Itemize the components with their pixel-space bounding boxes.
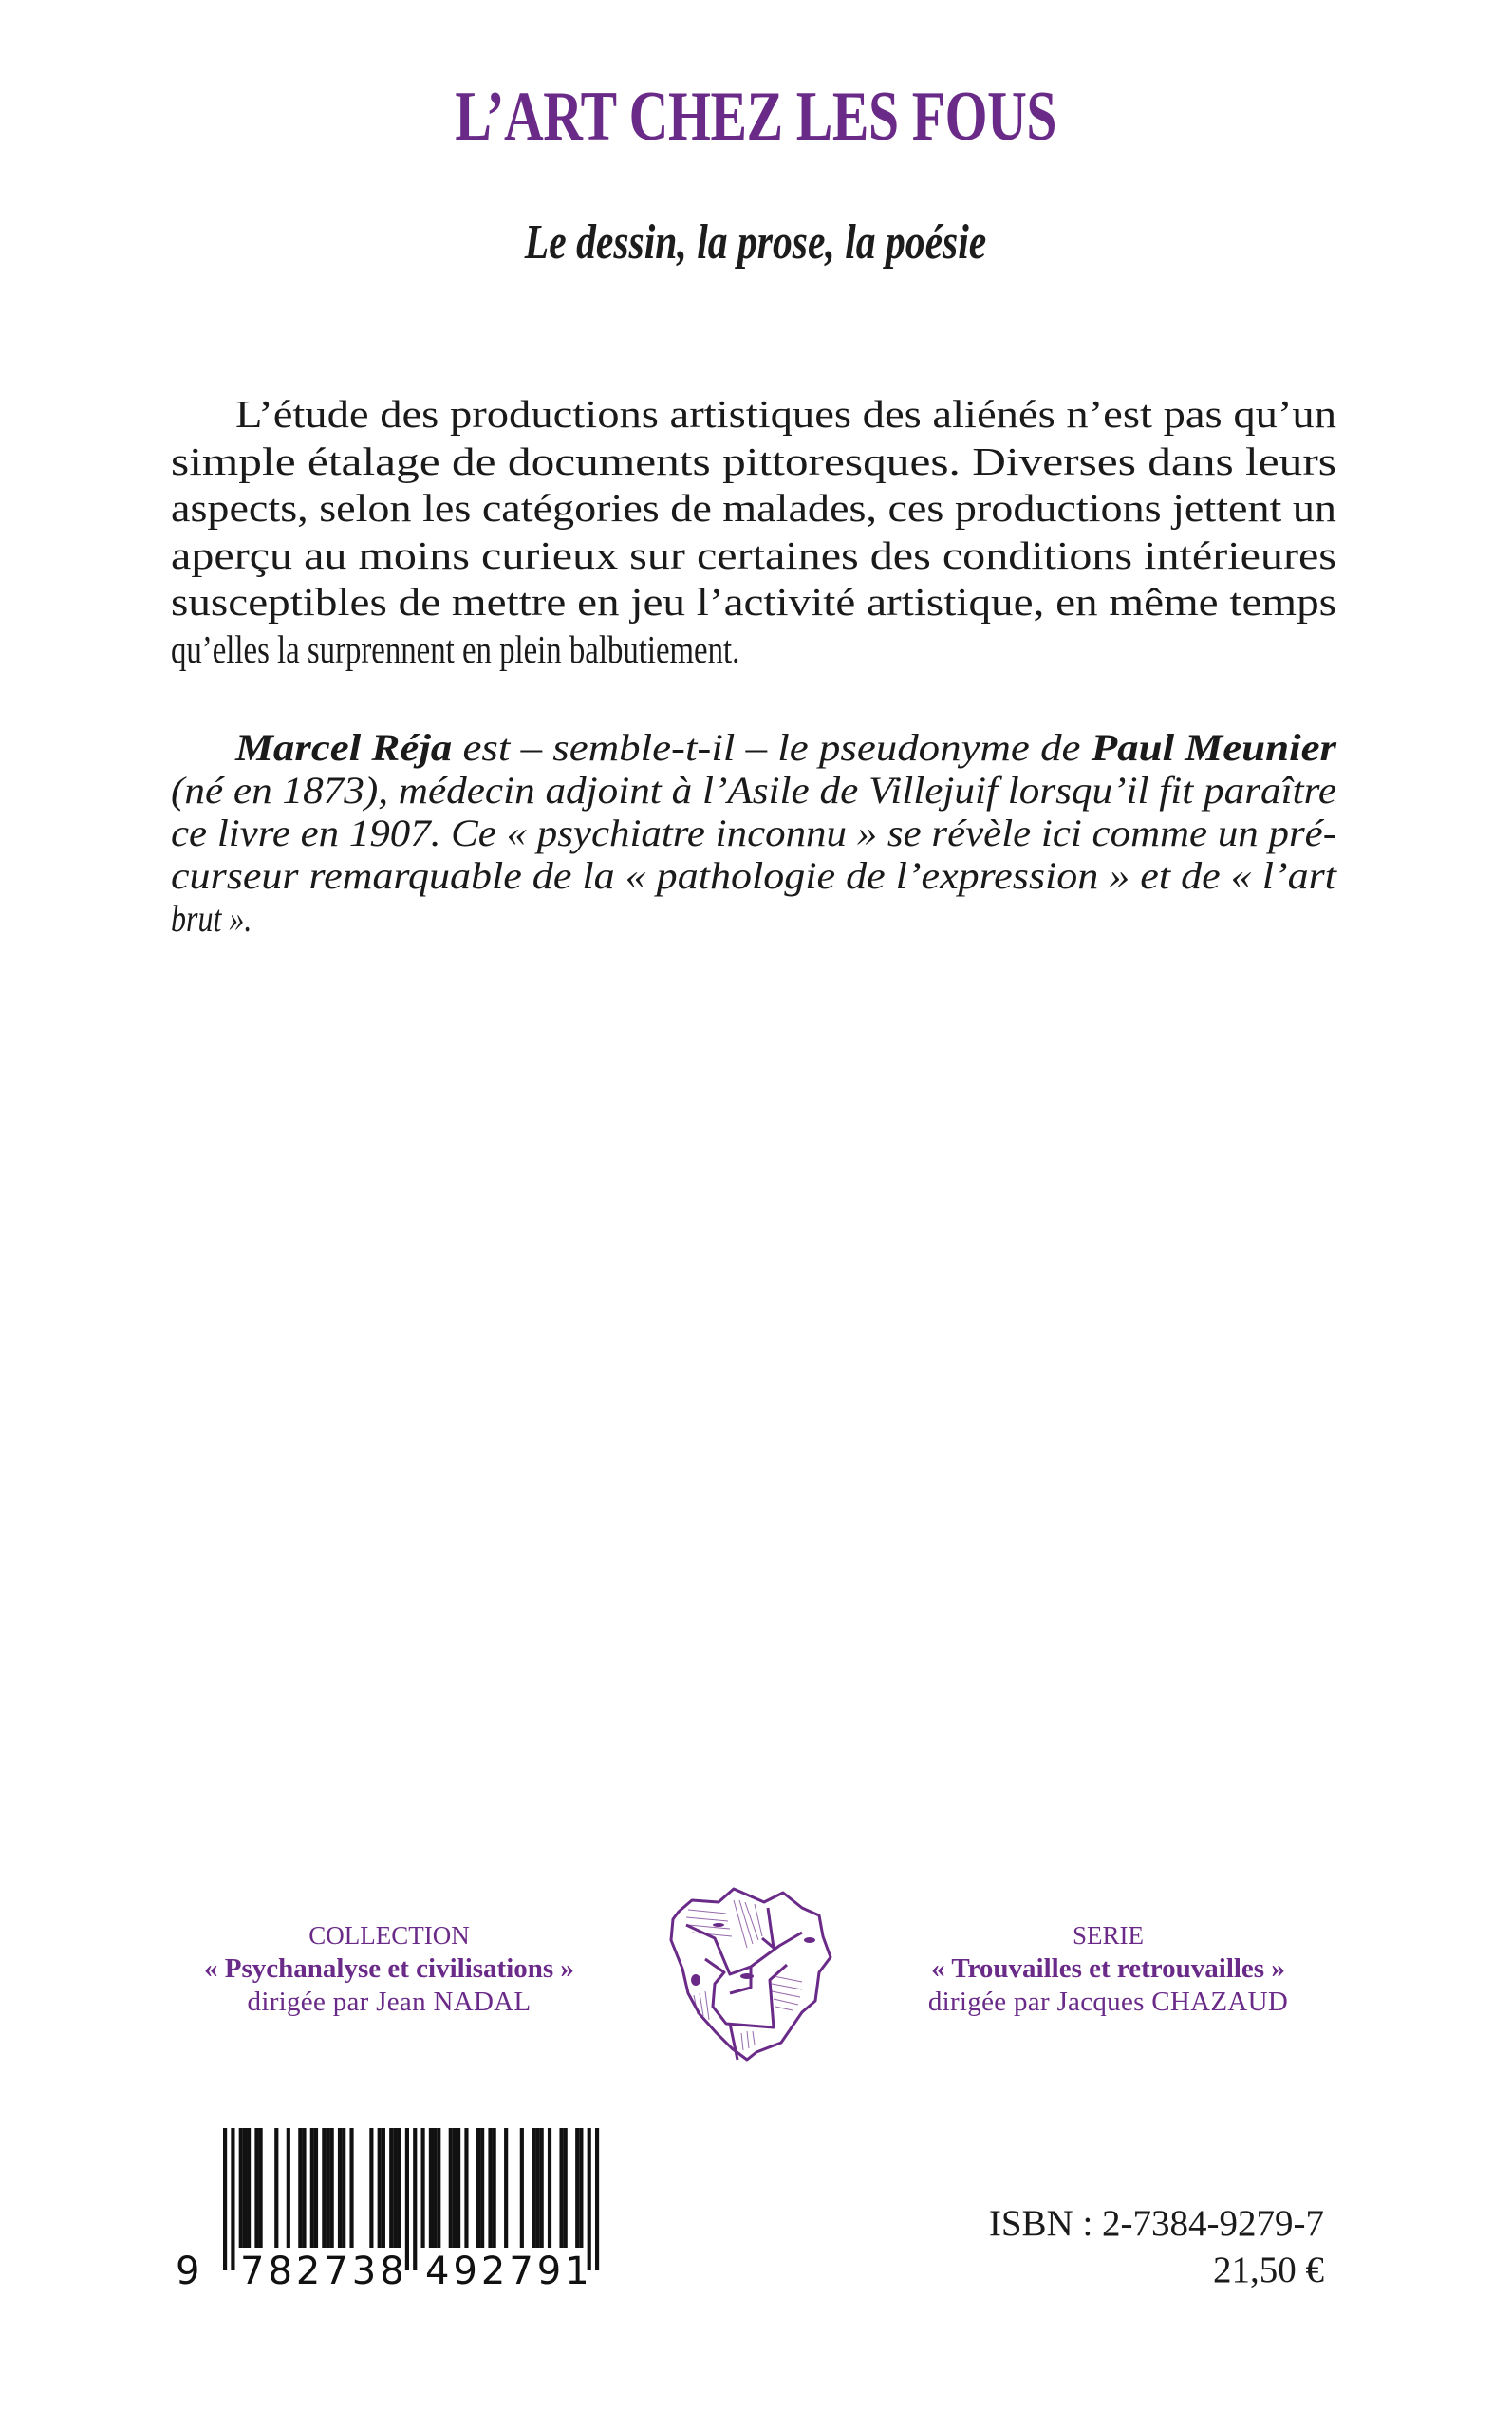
isbn-price-block — [989, 2200, 1324, 2293]
barcode-bar — [326, 2128, 329, 2248]
barcode-bar — [540, 2128, 544, 2248]
blurb-line: aspects, selon les catégories de malades, ces productions jettent un — [171, 486, 1336, 530]
book-subtitle — [0, 216, 1512, 270]
barcode-bar — [480, 2128, 484, 2248]
barcode-bar — [548, 2128, 551, 2248]
barcode-bar — [349, 2128, 353, 2248]
barcode-bar — [595, 2128, 599, 2270]
barcode-bar — [449, 2128, 453, 2248]
author-line: curseur remarquable de la « pathologie de l’expression » et de « l’art — [171, 854, 1336, 897]
barcode-bar — [310, 2128, 314, 2248]
barcode-bar — [429, 2128, 433, 2248]
barcode-bar — [247, 2128, 251, 2248]
barcode-bar — [559, 2128, 563, 2248]
barcode-bar — [314, 2128, 318, 2248]
serie-director: dirigée par Jacques CHAZAUD — [927, 1987, 1289, 2017]
barcode-bar — [287, 2128, 290, 2248]
isbn-number: ISBN : 2-7384-9279-7 — [988, 2203, 1324, 2244]
barcode-bar — [223, 2128, 227, 2270]
price: 21,50 € — [1213, 2250, 1324, 2290]
author-line: Marcel Réja est – semble-t-il – le pseudonyme de Paul Meunier — [235, 726, 1336, 769]
barcode-bar — [239, 2128, 243, 2248]
barcode-bar — [243, 2128, 247, 2248]
barcode-bar — [254, 2128, 258, 2248]
barcode-bar — [564, 2128, 568, 2248]
barcode-bar — [322, 2128, 326, 2248]
barcode-bar — [298, 2128, 302, 2248]
barcode-bar — [433, 2128, 437, 2248]
barcode-bar — [464, 2128, 468, 2248]
barcode-bar — [274, 2128, 278, 2248]
blurb-line: qu’elles la surprennent en plein balbutiement. — [171, 626, 740, 671]
collection-block — [190, 1919, 588, 2019]
barcode-digits: 782738 — [240, 2250, 408, 2293]
blurb-line: susceptibles de mettre en jeu l’activité artistique, en même temps — [171, 580, 1336, 624]
barcode-bar — [532, 2128, 535, 2248]
author-line: (né en 1873), médecin adjoint à l’Asile de Villejuif lorsqu’il fit paraître — [171, 769, 1336, 812]
ean13-barcode — [174, 2126, 601, 2297]
barcode-bar — [231, 2128, 234, 2270]
author-name: Paul Meunier — [1091, 726, 1336, 769]
blurb-paragraph — [171, 391, 1336, 673]
barcode-bar — [575, 2128, 579, 2248]
barcode-bar — [579, 2128, 583, 2248]
barcode-bar — [330, 2128, 334, 2248]
barcode-bar — [382, 2128, 385, 2248]
book-subtitle-text: Le dessin, la prose, la poésie — [525, 215, 987, 270]
blurb-line: aperçu au moins curieux sur certaines des conditions intérieures — [171, 532, 1336, 577]
barcode-bar — [393, 2128, 397, 2248]
serie-name: « Trouvailles et retrouvailles » — [931, 1953, 1285, 1984]
book-title-text: L’ART CHEZ LES FOUS — [455, 78, 1057, 156]
barcode-bar — [457, 2128, 460, 2248]
author-line: ce livre en 1907. Ce « psychiatre inconnu » se révèle ici comme un pré- — [171, 812, 1336, 854]
barcode-bar — [338, 2128, 342, 2248]
serie-label: SERIE — [1072, 1921, 1144, 1950]
barcode-bar — [397, 2128, 401, 2248]
barcode-bar — [413, 2128, 417, 2270]
barcode-bar — [302, 2128, 306, 2248]
barcode-bar — [504, 2128, 508, 2248]
collection-name: « Psychanalyse et civilisations » — [204, 1953, 574, 1984]
collection-label: COLLECTION — [308, 1921, 470, 1950]
barcode-bar — [421, 2128, 425, 2248]
cubist-face-logo-icon — [660, 1881, 832, 2062]
barcode-bar — [378, 2128, 382, 2248]
barcode-digits: 492791 — [425, 2250, 593, 2293]
barcode-bar — [453, 2128, 457, 2248]
barcode-bar — [488, 2128, 492, 2248]
author-name: Marcel Réja — [235, 726, 453, 769]
barcode-bar — [493, 2128, 496, 2248]
barcode-bar — [476, 2128, 480, 2248]
barcode-bar — [369, 2128, 373, 2248]
blurb-line: simple étalage de documents pittoresques. Diverses dans leurs — [171, 439, 1336, 483]
barcode-bar — [389, 2128, 393, 2248]
barcode-bar — [520, 2128, 524, 2248]
serie-block — [906, 1919, 1310, 2019]
blurb-line: L’étude des productions artistiques des aliénés n’est pas qu’un — [235, 392, 1336, 436]
author-line: brut ». — [171, 897, 252, 940]
book-title — [0, 78, 1512, 156]
barcode-bar — [342, 2128, 345, 2248]
barcode-digits: 9 — [176, 2250, 200, 2293]
collection-director: dirigée par Jean NADAL — [247, 1987, 532, 2017]
barcode-bar — [437, 2128, 440, 2248]
barcode-bar — [535, 2128, 539, 2248]
author-paragraph — [171, 726, 1336, 940]
barcode-bar — [259, 2128, 263, 2248]
